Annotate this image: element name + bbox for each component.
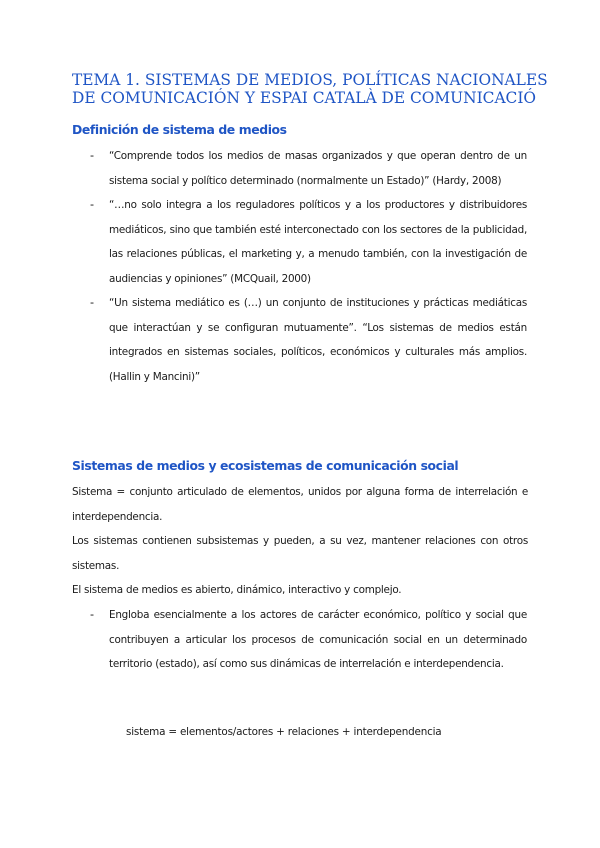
bullet-dash: - bbox=[90, 296, 95, 309]
bullet-dash: - bbox=[90, 198, 95, 211]
bullet-dash: - bbox=[90, 149, 95, 162]
title-line-1: TEMA 1. SISTEMAS DE MEDIOS, POLÍTICAS NACIONALES bbox=[72, 71, 548, 89]
paragraph-subsistemas: Los sistemas contienen subsistemas y pueden, a su vez, mantener relaciones con otros sistemas. bbox=[72, 535, 528, 572]
title-line-2: DE COMUNICACIÓN Y ESPAI CATALÀ DE COMUNICACIÓ bbox=[72, 89, 537, 107]
list-item-text: Engloba esencialmente a los actores de carácter económico, político y social que contribuyen a articular los procesos de comunicación social en un determinado territorio (estado), así como sus dinámicas de interrelación e interdependencia. bbox=[109, 609, 527, 670]
list-item bbox=[0, 144, 527, 193]
list-item-text: “…no solo integra a los reguladores políticos y a los productores y distribuidores mediáticos, sino que también esté interconectado con los sectores de la publicidad, las relaciones públicas, el marketing y, a menudo también, con la investigación de audiencias y opiniones” (MCQuail, 2000) bbox=[109, 199, 527, 285]
definitions-list bbox=[0, 144, 600, 389]
system-formula: sistema = elementos/actores + relaciones + interdependencia bbox=[126, 726, 442, 738]
document-title bbox=[72, 71, 548, 107]
paragraph-sistema-medios: El sistema de medios es abierto, dinámico, interactivo y complejo. bbox=[72, 584, 402, 596]
list-item-text: “Comprende todos los medios de masas organizados y que operan dentro de un sistema social y político determinado (normalmente un Estado)” (Hardy, 2008) bbox=[109, 150, 527, 187]
section-heading-sistemas: Sistemas de medios y ecosistemas de comunicación social bbox=[72, 458, 459, 473]
list-item bbox=[0, 291, 527, 389]
list-item bbox=[0, 193, 527, 291]
list-item-text: “Un sistema mediático es (…) un conjunto de instituciones y prácticas mediáticas que interactúan y se configuran mutuamente”. “Los sistemas de medios están integrados en sistemas sociales, políticos, económicos y culturales más amplios. (Hallin y Mancini)” bbox=[109, 297, 527, 383]
list-item bbox=[0, 603, 527, 677]
sistema-medios-list bbox=[0, 603, 600, 677]
paragraph-sistema-definicion: Sistema = conjunto articulado de elementos, unidos por alguna forma de interrelación e interdependencia. bbox=[72, 486, 528, 523]
bullet-dash: - bbox=[90, 608, 95, 621]
section-heading-definicion: Definición de sistema de medios bbox=[72, 122, 287, 137]
